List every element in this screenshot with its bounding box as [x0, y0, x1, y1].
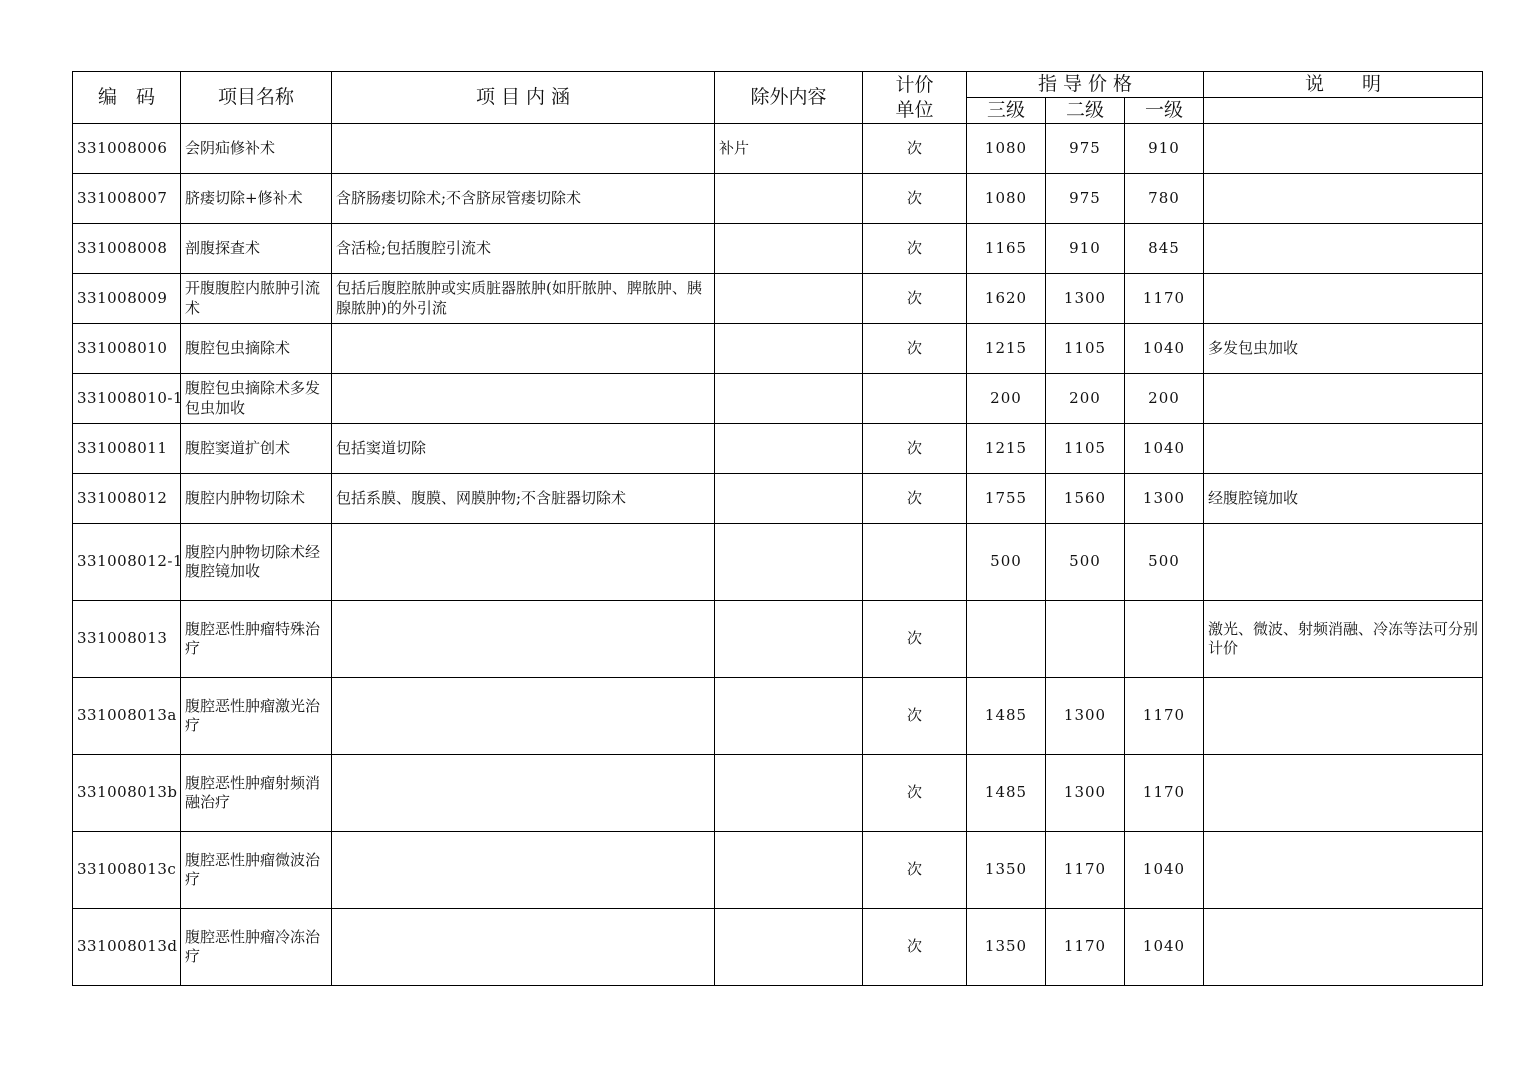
- cell-price-level2: 975: [1046, 124, 1125, 174]
- cell-exclusion: 补片: [715, 124, 863, 174]
- cell-exclusion: [715, 678, 863, 755]
- table-row: [73, 524, 1483, 601]
- cell-unit: [863, 524, 967, 601]
- header-exclusion: 除外内容: [715, 72, 863, 124]
- cell-exclusion: [715, 755, 863, 832]
- table-row: [73, 678, 1483, 755]
- table-row: [73, 909, 1483, 986]
- cell-unit: 次: [863, 124, 967, 174]
- cell-price-level3: 1165: [967, 224, 1046, 274]
- table-row: [73, 274, 1483, 324]
- cell-note: [1204, 274, 1483, 324]
- cell-content: [332, 755, 715, 832]
- cell-code: 331008013: [73, 601, 181, 678]
- cell-price-level3: 1215: [967, 424, 1046, 474]
- cell-price-level3: 1215: [967, 324, 1046, 374]
- cell-name: 腹腔内肿物切除术: [181, 474, 332, 524]
- cell-content: [332, 909, 715, 986]
- cell-name: 剖腹探查术: [181, 224, 332, 274]
- cell-note: [1204, 174, 1483, 224]
- cell-exclusion: [715, 424, 863, 474]
- cell-price-level3: 1485: [967, 755, 1046, 832]
- cell-name: 腹腔内肿物切除术经腹腔镜加收: [181, 524, 332, 601]
- header-note-blank: [1204, 98, 1483, 124]
- cell-price-level1: 1040: [1125, 832, 1204, 909]
- cell-name: 腹腔恶性肿瘤微波治疗: [181, 832, 332, 909]
- cell-code: 331008013d: [73, 909, 181, 986]
- cell-name: 脐瘘切除+修补术: [181, 174, 332, 224]
- cell-name: 腹腔恶性肿瘤冷冻治疗: [181, 909, 332, 986]
- cell-price-level2: 500: [1046, 524, 1125, 601]
- cell-price-level3: 1350: [967, 909, 1046, 986]
- cell-content: 包括窦道切除: [332, 424, 715, 474]
- header-content: 项 目 内 涵: [332, 72, 715, 124]
- cell-price-level3: 1755: [967, 474, 1046, 524]
- cell-note: [1204, 678, 1483, 755]
- table-row: [73, 374, 1483, 424]
- cell-code: 331008012-1: [73, 524, 181, 601]
- cell-code: 331008012: [73, 474, 181, 524]
- header-level1: 一级: [1125, 98, 1204, 124]
- cell-note: [1204, 755, 1483, 832]
- cell-content: [332, 832, 715, 909]
- cell-price-level1: 1040: [1125, 424, 1204, 474]
- header-price: 指 导 价 格: [967, 72, 1204, 98]
- cell-note: 多发包虫加收: [1204, 324, 1483, 374]
- cell-code: 331008011: [73, 424, 181, 474]
- table-row: [73, 174, 1483, 224]
- cell-price-level1: 910: [1125, 124, 1204, 174]
- cell-price-level2: [1046, 601, 1125, 678]
- cell-content: 包括后腹腔脓肿或实质脏器脓肿(如肝脓肿、脾脓肿、胰腺脓肿)的外引流: [332, 274, 715, 324]
- cell-price-level1: 1170: [1125, 678, 1204, 755]
- header-unit-line2: 单位: [895, 98, 934, 121]
- table-row: [73, 601, 1483, 678]
- cell-name: 腹腔包虫摘除术: [181, 324, 332, 374]
- cell-name: 腹腔包虫摘除术多发包虫加收: [181, 374, 332, 424]
- cell-unit: 次: [863, 274, 967, 324]
- cell-unit: 次: [863, 755, 967, 832]
- cell-exclusion: [715, 324, 863, 374]
- cell-price-level1: 1040: [1125, 324, 1204, 374]
- cell-code: 331008013c: [73, 832, 181, 909]
- cell-price-level2: 1560: [1046, 474, 1125, 524]
- cell-content: [332, 374, 715, 424]
- price-table: [72, 71, 1483, 986]
- cell-price-level2: 1105: [1046, 324, 1125, 374]
- cell-content: [332, 124, 715, 174]
- cell-price-level3: 1350: [967, 832, 1046, 909]
- cell-content: [332, 524, 715, 601]
- cell-content: 含活检;包括腹腔引流术: [332, 224, 715, 274]
- table-row: [73, 832, 1483, 909]
- cell-exclusion: [715, 474, 863, 524]
- cell-note: [1204, 524, 1483, 601]
- cell-price-level3: 200: [967, 374, 1046, 424]
- cell-price-level2: 975: [1046, 174, 1125, 224]
- cell-price-level1: 200: [1125, 374, 1204, 424]
- cell-price-level1: 780: [1125, 174, 1204, 224]
- table-row: [73, 324, 1483, 374]
- cell-name: 腹腔恶性肿瘤射频消融治疗: [181, 755, 332, 832]
- cell-name: 腹腔恶性肿瘤激光治疗: [181, 678, 332, 755]
- cell-code: 331008010: [73, 324, 181, 374]
- table-row: [73, 224, 1483, 274]
- header-name: 项目名称: [181, 72, 332, 124]
- cell-price-level2: 1105: [1046, 424, 1125, 474]
- header-level3: 三级: [967, 98, 1046, 124]
- cell-exclusion: [715, 909, 863, 986]
- cell-price-level1: [1125, 601, 1204, 678]
- cell-price-level2: 1170: [1046, 909, 1125, 986]
- cell-code: 331008007: [73, 174, 181, 224]
- cell-price-level2: 1170: [1046, 832, 1125, 909]
- cell-exclusion: [715, 832, 863, 909]
- cell-note: [1204, 374, 1483, 424]
- cell-price-level3: 1080: [967, 174, 1046, 224]
- cell-name: 腹腔恶性肿瘤特殊治疗: [181, 601, 332, 678]
- cell-price-level1: 1170: [1125, 274, 1204, 324]
- cell-price-level2: 200: [1046, 374, 1125, 424]
- cell-unit: 次: [863, 424, 967, 474]
- cell-code: 331008006: [73, 124, 181, 174]
- cell-note: [1204, 424, 1483, 474]
- cell-note: [1204, 909, 1483, 986]
- cell-price-level3: 1620: [967, 274, 1046, 324]
- cell-code: 331008013a: [73, 678, 181, 755]
- cell-name: 开腹腹腔内脓肿引流术: [181, 274, 332, 324]
- cell-unit: 次: [863, 324, 967, 374]
- cell-content: [332, 324, 715, 374]
- cell-unit: 次: [863, 601, 967, 678]
- table-row: [73, 474, 1483, 524]
- cell-note: [1204, 224, 1483, 274]
- cell-note: 激光、微波、射频消融、冷冻等法可分别计价: [1204, 601, 1483, 678]
- cell-price-level3: 1485: [967, 678, 1046, 755]
- header-note: 说 明: [1204, 72, 1483, 98]
- cell-name: 腹腔窦道扩创术: [181, 424, 332, 474]
- cell-unit: 次: [863, 832, 967, 909]
- cell-content: [332, 678, 715, 755]
- cell-price-level3: [967, 601, 1046, 678]
- cell-unit: 次: [863, 909, 967, 986]
- cell-price-level1: 1300: [1125, 474, 1204, 524]
- cell-name: 会阴疝修补术: [181, 124, 332, 174]
- cell-price-level2: 910: [1046, 224, 1125, 274]
- cell-exclusion: [715, 601, 863, 678]
- cell-code: 331008008: [73, 224, 181, 274]
- cell-exclusion: [715, 174, 863, 224]
- cell-note: 经腹腔镜加收: [1204, 474, 1483, 524]
- cell-code: 331008009: [73, 274, 181, 324]
- cell-unit: [863, 374, 967, 424]
- cell-content: [332, 601, 715, 678]
- cell-price-level1: 1170: [1125, 755, 1204, 832]
- header-code: 编 码: [73, 72, 181, 124]
- cell-note: [1204, 832, 1483, 909]
- cell-content: 含脐肠瘘切除术;不含脐尿管瘘切除术: [332, 174, 715, 224]
- table-row: [73, 755, 1483, 832]
- cell-exclusion: [715, 374, 863, 424]
- cell-price-level1: 500: [1125, 524, 1204, 601]
- table-header: [73, 72, 1483, 124]
- cell-price-level1: 845: [1125, 224, 1204, 274]
- cell-price-level2: 1300: [1046, 755, 1125, 832]
- cell-unit: 次: [863, 174, 967, 224]
- cell-unit: 次: [863, 224, 967, 274]
- cell-content: 包括系膜、腹膜、网膜肿物;不含脏器切除术: [332, 474, 715, 524]
- cell-exclusion: [715, 224, 863, 274]
- header-unit-line1: 计价: [895, 73, 934, 96]
- table-body: [73, 124, 1483, 986]
- header-level2: 二级: [1046, 98, 1125, 124]
- cell-note: [1204, 124, 1483, 174]
- cell-price-level2: 1300: [1046, 678, 1125, 755]
- cell-price-level3: 1080: [967, 124, 1046, 174]
- cell-unit: 次: [863, 678, 967, 755]
- cell-code: 331008010-1: [73, 374, 181, 424]
- table-row: [73, 424, 1483, 474]
- cell-price-level3: 500: [967, 524, 1046, 601]
- cell-code: 331008013b: [73, 755, 181, 832]
- cell-exclusion: [715, 524, 863, 601]
- cell-exclusion: [715, 274, 863, 324]
- cell-price-level1: 1040: [1125, 909, 1204, 986]
- cell-price-level2: 1300: [1046, 274, 1125, 324]
- header-unit: [863, 72, 967, 124]
- cell-unit: 次: [863, 474, 967, 524]
- table-row: [73, 124, 1483, 174]
